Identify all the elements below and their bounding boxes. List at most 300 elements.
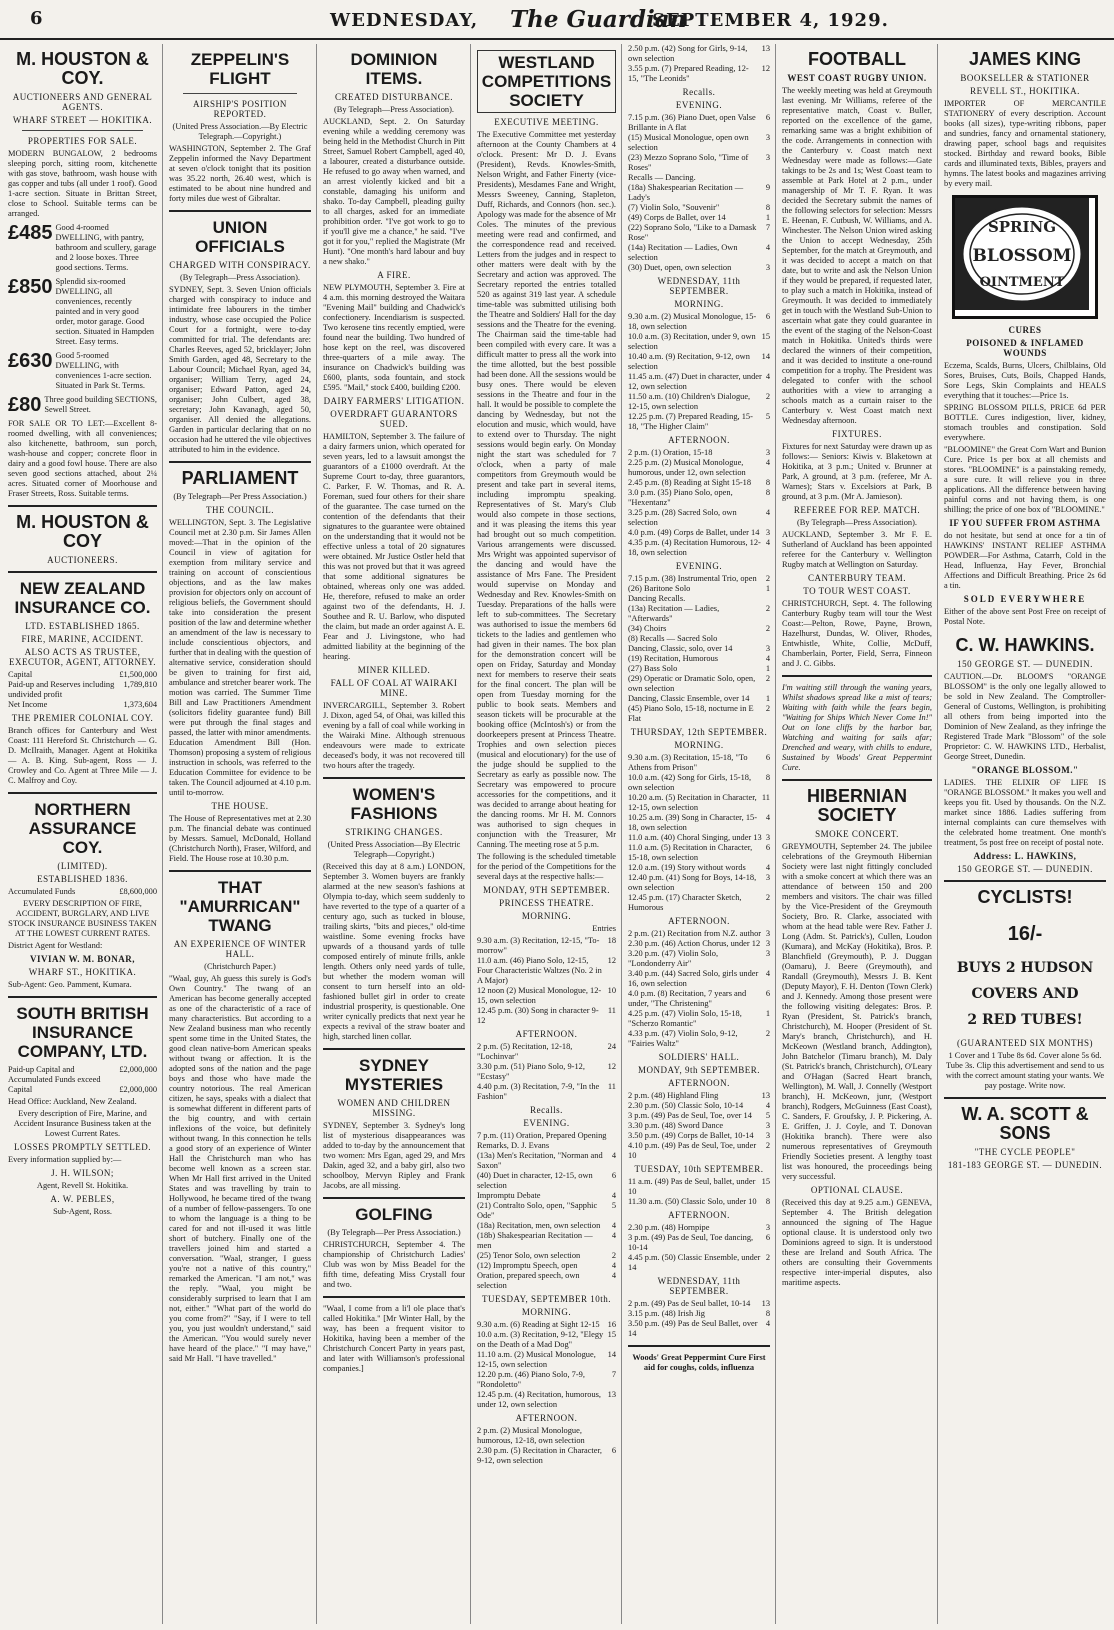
houston-heading: M. HOUSTON & COY. — [16, 49, 149, 88]
schedule-item — [628, 654, 770, 664]
schedule-item-entries: 13 — [761, 1091, 770, 1100]
schedule-item — [628, 508, 770, 528]
schedule-item-text: 3.15 p.m. (48) Irish Jig — [628, 1309, 705, 1318]
schedule-item — [628, 594, 770, 604]
article-subheading: AIRSHIP'S POSITION REPORTED. — [193, 99, 287, 119]
schedule-item-entries: 16 — [607, 1320, 616, 1329]
schedule-item-text: (18a) Recitation, men, own selection — [477, 1221, 601, 1230]
cyclists-heading: CYCLISTS! — [977, 887, 1073, 907]
schedule-item — [628, 372, 770, 392]
schedule-item-text: (40) Duet in character, 12-15, own selection — [477, 1171, 593, 1190]
article-heading: SYDNEY MYSTERIES — [344, 1056, 444, 1094]
finance-row — [8, 1065, 157, 1085]
article-subheading: THE HOUSE. — [211, 801, 269, 811]
finance-label: Paid-up and Reserves including undivided profit — [8, 680, 115, 699]
schedule-session: AFTERNOON. — [515, 1413, 578, 1423]
houston-sub: AUCTIONEERS AND GENERAL AGENTS. — [12, 92, 153, 112]
schedule-item-text: 11 a.m. (49) Pas de Seul, ballet, under 10 — [628, 1177, 756, 1196]
schedule-item-text: Oration, prepared speech, own selection — [477, 1271, 580, 1290]
schedule-item — [477, 1201, 616, 1221]
schedule-item-text: 3.30 p.m. (51) Piano Solo, 9-12, "Ecstasy" — [477, 1062, 585, 1081]
logo-mid: BLOSSOM — [972, 246, 1072, 266]
schedule-item-entries: 6 — [765, 113, 770, 122]
schedule-item-text: 10.0 a.m. (3) Recitation, under 9, own selection — [628, 332, 756, 351]
schedule-item — [628, 1141, 770, 1161]
schedule-item-entries: 3 — [765, 833, 770, 842]
cyclists-line: COVERS AND — [971, 986, 1079, 1002]
schedule-item-entries: 8 — [765, 1309, 770, 1318]
schedule-item — [628, 1029, 770, 1049]
divider — [8, 792, 157, 794]
article-source: (By Telegraph—Press Association). — [334, 105, 454, 114]
schedule-item-entries: 6 — [765, 312, 770, 321]
schedule-item-entries: 6 — [765, 843, 770, 852]
schedule-item-text: 11.0 a.m. (46) Piano Solo, 12-15, Four Characteristic Waltzes (No. 2 in A Major) — [477, 956, 602, 985]
schedule-item-text: 11.50 a.m. (10) Children's Dialogue, 12-15, own selection — [628, 392, 751, 411]
schedule-item-entries: 3 — [765, 644, 770, 653]
schedule-item-entries: 3 — [765, 929, 770, 938]
article-body: CHRISTCHURCH, September 4. The championship of Christchurch Ladies' Club was won by Miss Beadel for the fifth time, defeating Miss Crystall four and two. — [323, 1240, 465, 1289]
schedule-session: MORNING. — [521, 911, 572, 921]
schedule-item — [628, 538, 770, 558]
divider — [323, 1197, 465, 1199]
schedule-item-entries: 4 — [765, 813, 770, 822]
article-body: SYDNEY, September 3. Sydney's long list of mysterious disappearances was added to to-day by the announcement that two women: Mrs Egan, aged 29, and Mrs Dakin, aged 32, and a baby girl, also two schoolboy, Mervyn Ripley and Frank Jacobs, are all missing. — [323, 1121, 465, 1190]
price-listing — [8, 223, 157, 273]
price-text: Splendid six-roomed DWELLING, all conveniences, recently painted and in very good order, motor garage. Good section. Situated in Hampden Street. Easy terms. — [55, 277, 155, 346]
article-body: WASHINGTON, September 2. The Graf Zeppelin informed the Navy Department at seven o'clock tonight that its position was 35.22 north, 26.40 west, which is estimated to be about nine hundred and forty miles due west of Gibraltar. — [169, 144, 311, 203]
column-rule — [162, 44, 163, 1624]
divider — [782, 675, 932, 677]
schedule-list — [628, 448, 770, 558]
article-subheading: STRIKING CHANGES. — [345, 827, 443, 837]
properties-heading: PROPERTIES FOR SALE. — [27, 136, 138, 146]
article-subheading: OVERDRAFT GUARANTORS SUED. — [330, 409, 458, 429]
finance-value: £2,000,000 — [119, 1085, 157, 1094]
schedule-item-text: (45) Piano Solo, 15-18, nocturne in E Flat — [628, 704, 754, 723]
finance-label: Capital — [8, 1085, 33, 1094]
schedule-list — [628, 1223, 770, 1273]
schedule-item-entries: 1 — [765, 584, 770, 593]
schedule-session: AFTERNOON. — [668, 916, 730, 926]
schedule-session: AFTERNOON. — [668, 1078, 730, 1088]
schedule-item-text: 11.0 a.m. (40) Choral Singing, under 13 — [628, 833, 762, 842]
schedule-item-text: 2 p.m. (5) Recitation, 12-18, "Lochinvar" — [477, 1042, 573, 1061]
schedule-item-text: 10.40 a.m. (9) Recitation, 9-12, own selection — [628, 352, 750, 371]
schedule-item-text: 2.45 p.m. (8) Reading at Sight 15-18 — [628, 478, 752, 487]
entries-label: Entries — [592, 924, 616, 933]
schedule-item-entries: 3 — [765, 939, 770, 948]
article-body: "Waal, I come from a li'l ole place that's called Hokitika." [Mr Winter Hall, by the way, has been a frequent visitor to Hokitika, having been a member of the Christchurch Concert Party in years past, and later with Williamson's professional companies.] — [323, 1304, 465, 1373]
schedule-item — [628, 574, 770, 584]
price-amount: £485 — [8, 222, 53, 244]
schedule-item — [628, 664, 770, 674]
column-rule — [470, 44, 471, 1624]
schedule-item-entries: 3 — [765, 949, 770, 958]
finance-value: £8,600,000 — [119, 887, 157, 896]
schedule-item-entries: 13 — [761, 1299, 770, 1308]
schedule-item-entries: 5 — [611, 1201, 616, 1210]
schedule-item-entries: 15 — [761, 332, 770, 341]
price-amount: £850 — [8, 276, 53, 298]
schedule-item-entries: 8 — [765, 1197, 770, 1206]
schedule-session: MORNING. — [521, 1307, 572, 1317]
northern-established: ESTABLISHED 1836. — [37, 874, 128, 884]
peppermint-poem: I'm waiting still through the waning years, Whilst shadows spread like a mist of tears; Waiting with faith while the fears begin, "Waiting for Ships Which Never Come In!" Out on lone cliffs by the harbor bar, Watching and waiting for sails afar; Drenched and weary, with chills to endure, Sustained by Woods' Great Peppermint Cure. — [782, 683, 932, 772]
schedule-session: EVENING. — [675, 100, 723, 110]
schedule-item — [477, 1042, 616, 1062]
schedule-item-entries: 1 — [765, 694, 770, 703]
schedule-item-entries: 4 — [765, 508, 770, 517]
schedule-item — [628, 1253, 770, 1273]
article-source: (United Press Association.—By Electric Telegraph.—Copyright.) — [172, 122, 308, 141]
article-body: SYDNEY, Sept. 3. Seven Union officials charged with conspiracy to induce and intimidate free labourers in the timber industry, whose case occupied the Police Court for a fortnight, were to-day committed for trial. The defendants are: Charles Reeves, aged 52, bricklayer; John Smith Garden, aged 48, Secretary to the Labour Council; Michael Ryan, aged 34, organiser; William Terry, aged 24, organiser; Edward Patton, aged 24, organiser; John Culbert, aged 38, secretary; John Kavanagh, aged 50, organiser. All denied the allegations. Garden in particular declaring that on no occasion had he uttered the vile objectives attributed to him in the evidence. — [169, 285, 311, 454]
schedule-item-entries: 2 — [765, 674, 770, 683]
south-british-office: Head Office: Auckland, New Zealand. — [8, 1097, 137, 1106]
nz-insurance-heading: NEW ZEALAND INSURANCE CO. — [14, 579, 151, 617]
column-rule — [775, 44, 776, 1624]
hawkins-address: 150 GEORGE ST. — DUNEDIN. — [957, 659, 1093, 669]
schedule-item-text: 2 p.m. (1) Oration, 15-18 — [628, 448, 713, 457]
schedule-item — [628, 203, 770, 213]
column-6 — [778, 44, 936, 1624]
schedule-item-text: 3.0 p.m. (35) Piano Solo, open, "Hexentanz" — [628, 488, 733, 507]
schedule-item — [477, 1231, 616, 1251]
nz-premier: THE PREMIER COLONIAL COY. — [11, 713, 154, 723]
schedule-item-entries: 6 — [765, 989, 770, 998]
cyclists-price: 16/- — [1007, 923, 1043, 945]
schedule-item — [477, 1370, 616, 1390]
agent-name: A. W. PEBLES, — [50, 1194, 115, 1204]
schedule-item-entries: 5 — [765, 1111, 770, 1120]
schedule-item — [628, 863, 770, 873]
schedule-recalls: Recalls. — [682, 87, 716, 97]
schedule-item — [628, 478, 770, 488]
schedule-item-entries: 6 — [765, 1233, 770, 1242]
schedule-item-entries: 4 — [765, 969, 770, 978]
scott-address: 181-183 GEORGE ST. — DUNEDIN. — [947, 1160, 1103, 1170]
schedule-item-text: (15) Musical Monologue, open own selection — [628, 133, 749, 152]
schedule-item-text: (22) Soprano Solo, "Like to a Damask Rose" — [628, 223, 757, 242]
article-source: (By Telegraph—Per Press Association.) — [173, 492, 307, 501]
article-body: GREYMOUTH, September 24. The jubilee celebrations of the Greymouth Hibernian Society were last night fittingly concluded with a smoke concert at which there was an attendance of between 150 and 200 members and visitors. The chair was filled by the Vice-President of the Greymouth Society, Bro. R. Clarke, associated with whom at the head table were Rev. Father J. Long (Adm. St. Patrick's), Cullen, Loudon (Kumara), and McKay (Hokitika), Bros. P. Blanchfield (Greymouth), P. J. Duggan (Oamaru), J. Beere (Greymouth), and Randall (Greymouth), Messrs J. B. Kent (Deputy Mayor), F. H. Denton (Town Clerk) and J. Kennedy. Among those present were the following visiting delegates: Bros. P. Ryan (President, St. Patrick's branch, Christchurch), M. Hooper (President of St. Mary's branch, Christchurch), and H. McKeown (Westland branch, Addington), John Batchelor (Timaru branch), M. Daly (St. Patrick's branch, Christchurch), O'Leary and O'Hagan (Sacred Heart branch, Wellington), M. Wall, J. Connelly (Westport branch), H. McKeown, junr, (Westport branch), Rodgers, McGuinness (East Coast), C. Sanders, F. Groufsky, J. P. Pickering, A. E. Griffen, J. J. Coyle, and T. Donovan (Hokitika branch). There were also numerous representatives of Greymouth Friendly Societies present. A lengthy toast list was honoured, the proceedings being very successful. — [782, 842, 932, 1181]
schedule-item-text: 2.50 p.m. (42) Song for Girls, 9-14, own selection — [628, 44, 748, 63]
schedule-item — [628, 644, 770, 654]
schedule-item-entries: 6 — [611, 1446, 616, 1455]
schedule-item-entries: 2 — [765, 1253, 770, 1262]
article-body: Fixtures for next Saturday were drawn up as follows:— Seniors: Kiwis v. Blaketown at Hokitika, at 3 p.m.; United v. Brunner at Park, A ground, at 3 p.m. (referee, Mr A. Warnes); Stars v. Excelsiors at Park, B ground, at 3 p.m. (Mr A. Jamieson). — [782, 442, 932, 501]
nz-insurance-also: ALSO ACTS AS TRUSTEE, EXECUTOR, AGENT, ATTORNEY. — [8, 647, 157, 667]
schedule-item-text: 4.0 p.m. (49) Corps de Ballet, under 14 — [628, 528, 760, 537]
article-body: AUCKLAND, Sept. 2. On Saturday evening while a wedding ceremony was being held in the Methodist Church in Pitt Street, Samuel Robert Campbell, aged 40, a labourer, created a disturbance outside. He refused to go away when warned, and an arrest violently kicked and bit a constable, damaging his uniform and shako. To-day Campbell, pleading guilty to all charges, asked for an immediate prohibition order. "I've got work to go to if you'll give me a chance," he said. "I've got it for you," replied the Magistrate (Mr Hunt). "One month's hard labour and buy a new shako." — [323, 117, 465, 266]
cyclists-body: 1 Cover and 1 Tube 8s 6d. Cover alone 5s 6d. Tube 3s. Clip this advertisement and send to us with the correct amount stating your wants. We pay postage. Write now. — [945, 1051, 1105, 1090]
schedule-item — [628, 1091, 770, 1101]
schedule-item-entries: 8 — [765, 773, 770, 782]
schedule-item-entries: 11 — [761, 793, 770, 802]
schedule-item — [477, 1171, 616, 1191]
finance-value: £2,000,000 — [119, 1065, 157, 1074]
article-subheading: AN EXPERIENCE OF WINTER HALL. — [173, 939, 307, 959]
king-address: REVELL ST., HOKITIKA. — [970, 86, 1080, 96]
schedule-item-text: (12) Impromptu Speech, open — [477, 1261, 578, 1270]
orange-heading: "ORANGE BLOSSOM." — [971, 765, 1079, 775]
schedule-item-text: 4.40 p.m. (3) Recitation, 7-9, "In the Fashion" — [477, 1082, 600, 1101]
article-subheading: WOMEN AND CHILDREN MISSING. — [337, 1098, 451, 1118]
schedule-item-text: 7.15 p.m. (38) Instrumental Trio, open — [628, 574, 757, 583]
schedule-item-entries: 5 — [765, 412, 770, 421]
logo-bot: OINTMENT — [979, 275, 1065, 290]
agent-name: J. H. WILSON; — [51, 1168, 114, 1178]
schedule-item — [628, 1233, 770, 1253]
schedule-item-text: 10.0 a.m. (42) Song for Girls, 15-18, own selection — [628, 773, 752, 792]
masthead-day: WEDNESDAY, — [330, 10, 479, 31]
schedule-item — [628, 793, 770, 813]
article-subheading: SMOKE CONCERT. — [815, 829, 899, 839]
schedule-item-text: 11.30 a.m. (50) Classic Solo, under 10 — [628, 1197, 757, 1206]
schedule-day: THURSDAY, 12th SEPTEMBER. — [630, 727, 768, 737]
divider — [8, 505, 157, 507]
schedule-list — [628, 753, 770, 913]
masthead — [0, 0, 1114, 40]
article-body: "Waal, guy, Ah guess this surely is God's Own Country." The twang of an American has become generally accepted as one of the characteristic of a race of many characteristics. But according to a New Zealand business man who recently spent some time in the United States, the good clean native-born American speaks without twang or affection. It is the adopted sons of the nation and the page boys and those who have made the country notorious. The real American citizen, he says, speaks with a dialect that is somewhat different in different parts of the big country, and with certain inflexions of the voice, but definitely without twang. In this connection he tells a good story of an experience of Winter Hall the Christchurch man who has become well known as a screen star. When Mr Hall first arrived in the United States and was travelling by train to Hollywood, he became tired of the twang of a number of fellow-passengers. To one to whom the language is a thing to be cared for and not ill-used it was little short of butchery. Finally one of the travellers joined him and started a conversation. "Waal, stranger, I guess you're not a native of this country," remarked the American. "I am not," was the reply. "Waal, you might be considerably surprised to learn that I am not, either." "What part of the world do you come from?" "Say, if I were to tell you, you just wouldn't understand," said the American. "You would surely never have heard of the place." "I may have," said Mr Hall. "I have travelled." — [169, 974, 311, 1363]
schedule-item — [628, 1177, 770, 1197]
schedule-item-entries: 7 — [765, 223, 770, 232]
schedule-list — [628, 113, 770, 273]
schedule-item-text: (34) Choirs — [628, 624, 667, 633]
schedule-item-entries: 3 — [765, 528, 770, 537]
northern-subagent: Sub-Agent: Geo. Pamment, Kumara. — [8, 980, 132, 989]
column-rule — [937, 44, 938, 1624]
schedule-item-entries: 2 — [765, 604, 770, 613]
schedule-item — [628, 584, 770, 594]
schedule-list — [477, 1042, 616, 1102]
finance-row — [8, 670, 157, 680]
schedule-item — [477, 1131, 616, 1151]
schedule-item-text: 4.25 p.m. (47) Violin Solo, 15-18, "Scherzo Romantic" — [628, 1009, 742, 1028]
south-british-every: Every description of Fire, Marine, and Accident Insurance Business taken at the Lowest Current Rates. — [13, 1109, 152, 1138]
houston-address: WHARF STREET — HOKITIKA. — [12, 115, 153, 125]
schedule-item-text: Recalls — Dancing. — [628, 173, 696, 182]
peppermint-ad: Woods' Great Peppermint Cure First aid for coughs, colds, influenza — [632, 1353, 766, 1372]
price-text: Three good building SECTIONS, Sewell Street. — [44, 395, 157, 414]
column-2 — [165, 44, 315, 1624]
schedule-item-entries: 4 — [611, 1271, 616, 1280]
schedule-item — [628, 528, 770, 538]
schedule-item-text: Dancing, Classic, solo, over 14 — [628, 644, 733, 653]
schedule-item-entries: 4 — [611, 1151, 616, 1160]
schedule-item-entries: 2 — [765, 392, 770, 401]
schedule-item — [628, 624, 770, 634]
hawkins-heading: C. W. HAWKINS. — [955, 635, 1095, 655]
schedule-item — [628, 332, 770, 352]
cyclists-line: BUYS 2 HUDSON — [956, 960, 1094, 976]
schedule-item — [628, 263, 770, 273]
schedule-session: MORNING. — [674, 740, 724, 750]
schedule-item-entries: 8 — [765, 478, 770, 487]
scott-tagline: "THE CYCLE PEOPLE" — [974, 1147, 1076, 1157]
schedule-item-text: 12.45 p.m. (30) Song in character 9-12 — [477, 1006, 599, 1025]
schedule-item — [628, 813, 770, 833]
schedule-item-text: 2 p.m. (48) Highland Fling — [628, 1091, 719, 1100]
schedule-item-text: (26) Baritone Solo — [628, 584, 691, 593]
schedule-item — [477, 1390, 616, 1410]
schedule-item-entries: 2 — [611, 1251, 616, 1260]
schedule-item-entries: 15 — [607, 1330, 616, 1339]
article-subheading: OPTIONAL CLAUSE. — [810, 1185, 904, 1195]
schedule-item-entries: 24 — [607, 1042, 616, 1051]
schedule-item-entries: 15 — [761, 1177, 770, 1186]
schedule-item-text: 3.20 p.m. (47) Violin Solo, "Londonderry Air" — [628, 949, 719, 968]
schedule-item — [477, 1191, 616, 1201]
schedule-item-text: 2 p.m. (49) Pas de Seul ballet, 10-14 — [628, 1299, 751, 1308]
schedule-item-text: Impromptu Debate — [477, 1191, 541, 1200]
schedule-item-text: 10.25 a.m. (39) Song in Character, 15-18, own selection — [628, 813, 757, 832]
schedule-item-entries: 3 — [765, 448, 770, 457]
article-subheading: FIXTURES. — [832, 429, 882, 439]
schedule-item-text: 12.20 p.m. (46) Piano Solo, 7-9, "Rondoletto" — [477, 1370, 585, 1389]
schedule-item-text: 9.30 a.m. (3) Recitation, 15-18, "To Athens from Prison" — [628, 753, 748, 772]
schedule-day: WEDNESDAY, 11th SEPTEMBER. — [657, 276, 741, 296]
northern-address: WHARF ST., HOKITIKA. — [28, 967, 137, 977]
article-subheading: DAIRY FARMERS' LITIGATION. — [323, 396, 465, 406]
article-heading: ZEPPELIN'S FLIGHT — [190, 50, 290, 88]
schedule-item — [628, 1223, 770, 1233]
schedule-item-text: (8) Recalls — Sacred Solo — [628, 634, 718, 643]
schedule-item-text: (19) Recitation, Humorous — [628, 654, 719, 663]
schedule-item — [628, 1319, 770, 1339]
finance-value: 1,373,604 — [123, 700, 157, 709]
schedule-item-entries: 8 — [765, 488, 770, 497]
schedule-item — [477, 1062, 616, 1082]
schedule-day: MONDAY, 9th SEPTEMBER. — [637, 1065, 761, 1075]
schedule-item-entries: 2 — [765, 893, 770, 902]
finance-label: Paid-up Capital and Accumulated Funds exceed — [8, 1065, 101, 1084]
schedule-item — [477, 936, 616, 956]
schedule-session: EVENING. — [675, 561, 723, 571]
schedule-item-entries: 8 — [765, 203, 770, 212]
south-british-losses: LOSSES PROMPTLY SETTLED. — [13, 1142, 152, 1152]
divider — [169, 461, 311, 463]
article-subheading: MINER KILLED. — [357, 665, 431, 675]
bloomine-body: "BLOOMINE" the Great Corn Wart and Bunion Cure. Price 1s per box at all chemists and stores. "BLOOMINE" is a painstaking remedy, a sure cure. It will relieve you in three applications. All the difference between having painful corns and not having them, is one shilling; the price of one box of "BLOOMINE." — [944, 445, 1106, 514]
masthead-date: SEPTEMBER 4, 1929. — [652, 10, 889, 31]
schedule-item-text: 12.45 p.m. (17) Character Sketch, Humorous — [628, 893, 742, 912]
schedule-item-text: 11.10 a.m. (2) Musical Monologue, 12-15, own selection — [477, 1350, 596, 1369]
schedule-item-text: (18b) Shakespearian Recitation — men — [477, 1231, 593, 1250]
schedule-item — [628, 773, 770, 793]
article-heading: DOMINION ITEMS. — [350, 50, 438, 88]
schedule-item — [628, 1111, 770, 1121]
schedule-item-text: 4.45 p.m. (50) Classic Ensemble, under 14 — [628, 1253, 761, 1272]
schedule-item-entries: 2 — [765, 574, 770, 583]
schedule-item — [628, 674, 770, 694]
newspaper-name: The Guardian — [510, 6, 687, 33]
schedule-list — [628, 929, 770, 1049]
schedule-item-entries: 4 — [611, 1191, 616, 1200]
finance-row — [8, 680, 157, 700]
article-subheading: CREATED DISTURBANCE. — [334, 92, 453, 102]
schedule-item-entries: 13 — [761, 44, 770, 53]
schedule-item-text: 2.30 p.m. (48) Hornpipe — [628, 1223, 710, 1232]
divider — [8, 996, 157, 998]
schedule-item-text: (7) Violin Solo, "Souvenir" — [628, 203, 720, 212]
cures-body: Eczema, Scalds, Burns, Ulcers, Chilblains, Old Sores, Bruises, Cuts, Boils, Chapped Hands, Sore Legs, Skin Complaints and HEALS everything that it touches:—Price 1s. — [944, 361, 1106, 400]
schedule-item-text: 2 p.m. (21) Recitation from N.Z. author — [628, 929, 762, 938]
king-heading: JAMES KING — [968, 49, 1082, 69]
schedule-item-entries: 1 — [765, 1009, 770, 1018]
article-body: (Received this day at 9.25 a.m.) GENEVA, September 4. The British delegation announced the signing of The Hague optional clause. It is understood only two Dominions agreed to sign. It is understood these are Ireland and South Africa. The others are consulting their Governments respective inter-imperial disputes, also maritime aspects. — [782, 1198, 932, 1287]
schedule-item — [477, 1151, 616, 1171]
schedule-item-text: (13a) Men's Recitation, "Norman and Saxon" — [477, 1151, 603, 1170]
schedule-list — [477, 1320, 616, 1410]
price-listing — [8, 395, 157, 415]
finance-value: £1,500,000 — [119, 670, 157, 679]
schedule-item-entries: 6 — [611, 1171, 616, 1180]
schedule-item — [477, 1261, 616, 1271]
schedule-day: WEDNESDAY, 11th SEPTEMBER. — [657, 1276, 741, 1296]
article-heading: FOOTBALL — [808, 49, 906, 69]
schedule-list — [477, 936, 616, 1026]
schedule-item-entries: 3 — [765, 263, 770, 272]
article-body: The weekly meeting was held at Greymouth last evening. Mr Williams, referee of the representative match, Coast v. Buller, reported on the excellence of the game, remarking same was a bright exhibition of the code. Arrangements in connection with the Canterbury v. Coast match next Wednesday were made as follows:—Gate takings to be 2s and 1s; West Coast team to assemble at Park Hotel at 2 p.m., under managership of Mr T. F. Ryan. It was decided the Secretary submit the names of the following selectors for selection: Messrs E. Heenan, F. Cutbush, W. Williams, and A. Winchester. The Nelson Union wired asking the Union to accept Wednesday, 25th September, for the match at Greymouth, and it was decided to accept a match on that date, but to write and ask the Nelson Union if they would be prepared, if requested later, to play such a match in Hokitika, instead of Greymouth. It was decided to immediately get in touch with the Westland Sub-Union to ascertain what gate they could guarantee in the event of the staging of the Nelson-Coast match in Hokitika. United's thirds were declared the winners of their competition, and it was decided to institute a one-round competition for a trophy. The President was delegated to confer with the school authorities with a view to arranging a schools match as a curtain raiser to the Canterbury v. West Coast match next Wednesday afternoon. — [782, 86, 932, 425]
schedule-item-text: (18a) Shakespearian Recitation — Lady's — [628, 183, 744, 202]
schedule-item-text: 11.45 a.m. (47) Duet in character, under 12, own selection — [628, 372, 762, 391]
article-heading: WESTLAND COMPETITIONS SOCIETY — [477, 50, 616, 113]
schedule-list — [628, 574, 770, 724]
schedule-list — [628, 1299, 770, 1339]
article-subheading: WEST COAST RUGBY UNION. — [787, 73, 927, 83]
article-source: (By Telegraph—Press Association). — [180, 273, 300, 282]
article-heading: WOMEN'S FASHIONS — [350, 785, 438, 823]
schedule-item-text: 9.30 a.m. (3) Recitation, 12-15, "To-morrow" — [477, 936, 600, 955]
schedule-item — [628, 1009, 770, 1029]
schedule-item-entries: 1 — [765, 213, 770, 222]
northern-every: EVERY DESCRIPTION OF FIRE, ACCIDENT, BURGLARY, AND LIVE STOCK INSURANCE BUSINESS TAKEN AT THE LOWEST CURRENT RATES. — [8, 899, 157, 938]
asthma-heading: IF YOU SUFFER FROM ASTHMA — [949, 518, 1101, 528]
article-body: (Received this day at 8 a.m.) LONDON, September 3. Women buyers are frankly alarmed at the new season's fashions at Olympia to-day, which seem suddenly to have reverted to the type of a quarter of a century ago, such as tucked in blouse, trailing skirts, "bits and pieces," old-time waistline. Some evening frocks have upwards of a thousand yards of tulle composed entirely of minute frills, ankle length. Others only need yards of tulle, but whether the modern woman will consent to turn herself into an old-fashioned bullet girl in order to create industrial prosperity, is questionable. One writer cynically predicts that next year he expects a revival of the straw boater and high, starched linen collar. — [323, 862, 465, 1041]
schedule-item-text: (14a) Recitation — Ladies, Own selection — [628, 243, 738, 262]
schedule-item — [628, 113, 770, 133]
schedule-item-text: 12.40 p.m. (41) Song for Boys, 14-18, own selection — [628, 873, 757, 892]
agent-address: Agent, Revell St. Hokitika. — [36, 1181, 129, 1190]
schedule-item-text: 4.33 p.m. (47) Violin Solo, 9-12, "Fairies Waltz" — [628, 1029, 738, 1048]
schedule-item-entries: 4 — [765, 458, 770, 467]
schedule-list — [628, 44, 770, 84]
schedule-item-entries: 3 — [765, 1223, 770, 1232]
schedule-item-entries: 13 — [607, 1390, 616, 1399]
schedule-item-entries: 11 — [607, 1006, 616, 1015]
schedule-item-text: 10.0 a.m. (3) Recitation, 9-12, "Elegy on the Death of a Mad Dog" — [477, 1330, 604, 1349]
article-heading: PARLIAMENT — [181, 468, 299, 488]
schedule-venue: SOLDIERS' HALL. — [658, 1052, 740, 1062]
blossom-seal-icon — [955, 198, 1089, 310]
schedule-day: TUESDAY, SEPTEMBER 10th. — [481, 1294, 612, 1304]
schedule-item-entries: 3 — [765, 133, 770, 142]
column-rule — [621, 44, 622, 1624]
article-subheading: FALL OF COAL AT WAIRAKI MINE. — [330, 678, 458, 698]
finance-label: Net Income — [8, 700, 48, 709]
schedule-item-text: 12.25 p.m. (7) Prepared Reading, 15-18, "The Higher Claim" — [628, 412, 753, 431]
schedule-item — [628, 1197, 770, 1207]
divider — [323, 1048, 465, 1050]
schedule-item-text: 4.10 p.m. (49) Pas de Seul, Toe, under 10 — [628, 1141, 757, 1160]
northern-heading: NORTHERN ASSURANCE COY. — [28, 800, 137, 857]
cyclists-ad — [944, 888, 1106, 1091]
schedule-item-entries: 4 — [765, 863, 770, 872]
schedule-item-text: (13a) Recitation — Ladies, "Afterwards" — [628, 604, 720, 623]
schedule-day: TUESDAY, 10th SEPTEMBER. — [634, 1164, 764, 1174]
schedule-list — [628, 312, 770, 432]
